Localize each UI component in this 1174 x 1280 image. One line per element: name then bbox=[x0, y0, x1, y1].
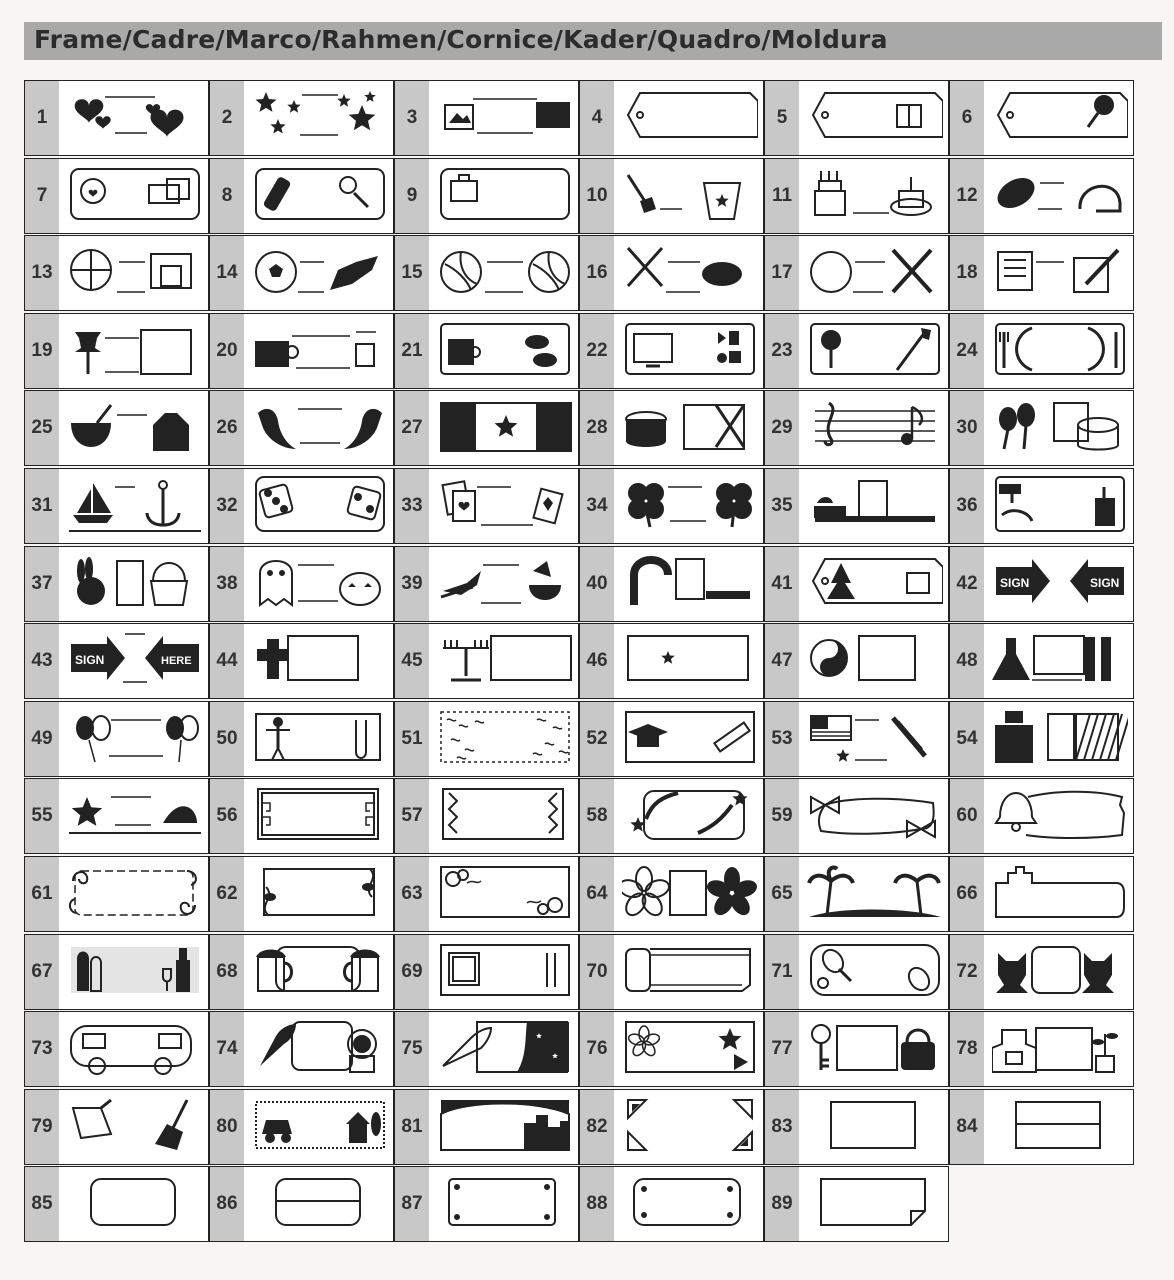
dustpan-broom-icon bbox=[67, 1094, 203, 1158]
frame-option[interactable] bbox=[764, 468, 949, 544]
frame-number: 71 bbox=[765, 935, 799, 1009]
flag-firework-icon bbox=[807, 706, 943, 770]
frame-number: 18 bbox=[950, 236, 984, 310]
snowman-icon bbox=[992, 706, 1128, 770]
frame-number: 15 bbox=[395, 236, 429, 310]
frame-option[interactable] bbox=[209, 623, 394, 699]
frame-option[interactable] bbox=[394, 313, 579, 389]
svg-text:SIGN: SIGN bbox=[1090, 575, 1120, 590]
frame-option[interactable] bbox=[24, 856, 209, 932]
dogs-icon bbox=[992, 939, 1128, 1003]
frame-number: 40 bbox=[580, 547, 614, 621]
frame-number: 46 bbox=[580, 624, 614, 698]
frame-number: 27 bbox=[395, 391, 429, 465]
frame-option[interactable] bbox=[579, 235, 764, 311]
dice-icon bbox=[252, 473, 388, 537]
frame-option[interactable] bbox=[764, 313, 949, 389]
frame-option[interactable] bbox=[394, 1011, 579, 1087]
frame-number: 72 bbox=[950, 935, 984, 1009]
frame-option[interactable] bbox=[24, 235, 209, 311]
ballerina-shoes-icon bbox=[252, 706, 388, 770]
frame-option[interactable] bbox=[579, 934, 764, 1010]
frame-option[interactable] bbox=[24, 1011, 209, 1087]
frame-option[interactable] bbox=[949, 623, 1134, 699]
frame-option[interactable] bbox=[24, 1089, 209, 1165]
frame-option[interactable] bbox=[949, 235, 1134, 311]
frame-option[interactable] bbox=[949, 778, 1134, 854]
frame-option[interactable] bbox=[579, 701, 764, 777]
frame-number: 81 bbox=[395, 1090, 429, 1164]
page-curl-icon bbox=[807, 1171, 943, 1235]
frame-number: 78 bbox=[950, 1012, 984, 1086]
hibiscus-icon bbox=[622, 861, 758, 925]
frame-option[interactable] bbox=[24, 158, 209, 234]
frame-number: 76 bbox=[580, 1012, 614, 1086]
frame-number: 38 bbox=[210, 547, 244, 621]
frame-number: 8 bbox=[210, 159, 244, 233]
yin-yang-icon bbox=[807, 628, 943, 692]
toothbrush-icon bbox=[807, 473, 943, 537]
frame-number: 61 bbox=[25, 857, 59, 931]
starfish-shell-icon bbox=[67, 783, 203, 847]
frame-option[interactable] bbox=[24, 546, 209, 622]
page-title: Frame/Cadre/Marco/Rahmen/Cornice/Kader/Quadro/Moldura bbox=[34, 25, 888, 54]
frame-number: 30 bbox=[950, 391, 984, 465]
frame-number: 65 bbox=[765, 857, 799, 931]
frame-option[interactable] bbox=[394, 235, 579, 311]
lab-flask-tubes-icon bbox=[992, 628, 1128, 692]
car-house-icon bbox=[252, 1094, 388, 1158]
bus-icon bbox=[67, 1016, 203, 1080]
plaque-screws-icon bbox=[437, 1171, 573, 1235]
frame-option[interactable] bbox=[394, 623, 579, 699]
split-box-icon bbox=[992, 1094, 1128, 1158]
frame-option[interactable] bbox=[394, 390, 579, 466]
frame-option[interactable] bbox=[949, 856, 1134, 932]
crescent-star-icon bbox=[622, 628, 758, 692]
maracas-drum-icon bbox=[992, 395, 1128, 459]
frame-number: 47 bbox=[765, 624, 799, 698]
frame-option[interactable] bbox=[209, 468, 394, 544]
plate-cutlery-icon bbox=[992, 318, 1128, 382]
bread-wine-icon bbox=[67, 939, 203, 1003]
frame-number: 42 bbox=[950, 547, 984, 621]
frame-option[interactable] bbox=[764, 546, 949, 622]
frame-number: 23 bbox=[765, 314, 799, 388]
corner-ornaments-icon bbox=[622, 1094, 758, 1158]
frame-number: 85 bbox=[25, 1167, 59, 1241]
frame-number: 17 bbox=[765, 236, 799, 310]
frame-number: 9 bbox=[395, 159, 429, 233]
confetti-icon bbox=[437, 706, 573, 770]
frame-option[interactable] bbox=[24, 778, 209, 854]
frame-option[interactable] bbox=[209, 390, 394, 466]
frame-number: 62 bbox=[210, 857, 244, 931]
frame-option[interactable] bbox=[24, 623, 209, 699]
frame-number: 45 bbox=[395, 624, 429, 698]
frame-number: 74 bbox=[210, 1012, 244, 1086]
frame-number: 32 bbox=[210, 469, 244, 543]
frame-option[interactable] bbox=[394, 701, 579, 777]
pushpin-note-icon bbox=[67, 318, 203, 382]
frame-number: 73 bbox=[25, 1012, 59, 1086]
frame-option[interactable] bbox=[764, 235, 949, 311]
frame-number: 4 bbox=[580, 81, 614, 155]
frame-number: 88 bbox=[580, 1167, 614, 1241]
balloons-icon bbox=[67, 706, 203, 770]
soccer-ball-cleat-icon bbox=[252, 240, 388, 304]
frame-option[interactable] bbox=[394, 468, 579, 544]
stars-icon bbox=[252, 85, 388, 149]
frame-option[interactable] bbox=[394, 158, 579, 234]
frame-number: 37 bbox=[25, 547, 59, 621]
frame-option[interactable] bbox=[209, 1089, 394, 1165]
frame-number: 19 bbox=[25, 314, 59, 388]
volleyballs-icon bbox=[437, 240, 573, 304]
frame-number: 86 bbox=[210, 1167, 244, 1241]
sign-here-arrows-icon bbox=[67, 628, 203, 692]
frame-number: 35 bbox=[765, 469, 799, 543]
frame-number: 64 bbox=[580, 857, 614, 931]
frame-option[interactable] bbox=[579, 1089, 764, 1165]
frame-option[interactable] bbox=[949, 158, 1134, 234]
frame-option[interactable] bbox=[579, 80, 764, 156]
bunny-basket-icon bbox=[67, 551, 203, 615]
frame-option[interactable] bbox=[764, 390, 949, 466]
frame-option[interactable] bbox=[24, 390, 209, 466]
blossom-leaf-icon bbox=[622, 1016, 758, 1080]
frame-number: 41 bbox=[765, 547, 799, 621]
title-bar bbox=[24, 22, 1162, 60]
frame-number: 79 bbox=[25, 1090, 59, 1164]
beer-mugs-icon bbox=[252, 939, 388, 1003]
graduation-icon bbox=[622, 706, 758, 770]
frame-option[interactable] bbox=[579, 1011, 764, 1087]
frame-option[interactable] bbox=[764, 623, 949, 699]
canada-flag-icon bbox=[437, 395, 573, 459]
briefcase-icon bbox=[437, 163, 573, 227]
greek-key-frame-icon bbox=[252, 783, 388, 847]
tv-remote-icon bbox=[622, 318, 758, 382]
frame-option[interactable] bbox=[209, 778, 394, 854]
rounded-split-box-icon bbox=[252, 1171, 388, 1235]
frame-number: 22 bbox=[580, 314, 614, 388]
frame-number: 5 bbox=[765, 81, 799, 155]
tag-rattle-icon bbox=[992, 85, 1128, 149]
frame-option[interactable] bbox=[24, 80, 209, 156]
four-leaf-clovers-icon bbox=[622, 473, 758, 537]
frame-number: 28 bbox=[580, 391, 614, 465]
birthday-cakes-icon bbox=[807, 163, 943, 227]
frame-number: 67 bbox=[25, 935, 59, 1009]
frame-option[interactable] bbox=[579, 390, 764, 466]
svg-text:SIGN: SIGN bbox=[1000, 575, 1030, 590]
frame-number: 80 bbox=[210, 1090, 244, 1164]
frame-option[interactable] bbox=[394, 1166, 579, 1242]
frame-option[interactable] bbox=[764, 778, 949, 854]
frame-option[interactable] bbox=[579, 546, 764, 622]
frame-number: 82 bbox=[580, 1090, 614, 1164]
frame-option[interactable] bbox=[209, 1011, 394, 1087]
frame-option[interactable] bbox=[764, 1166, 949, 1242]
frame-number: 57 bbox=[395, 779, 429, 853]
frame-option[interactable] bbox=[949, 80, 1134, 156]
frame-option[interactable] bbox=[24, 313, 209, 389]
chili-peppers-icon bbox=[252, 395, 388, 459]
frame-number: 58 bbox=[580, 779, 614, 853]
frame-number: 7 bbox=[25, 159, 59, 233]
drum-sticks-icon bbox=[622, 395, 758, 459]
frame-number: 69 bbox=[395, 935, 429, 1009]
frame-option[interactable] bbox=[579, 856, 764, 932]
frame-number: 75 bbox=[395, 1012, 429, 1086]
photo-camera-icon bbox=[437, 85, 573, 149]
plain-box-icon bbox=[807, 1094, 943, 1158]
frame-grid bbox=[24, 80, 1135, 1258]
frame-option[interactable] bbox=[209, 701, 394, 777]
rounded-box-icon bbox=[67, 1171, 203, 1235]
music-staff-icon bbox=[807, 395, 943, 459]
rocket-astronaut-icon bbox=[252, 1016, 388, 1080]
candy-cane-icon bbox=[622, 551, 758, 615]
frame-number: 16 bbox=[580, 236, 614, 310]
frame-option[interactable] bbox=[209, 235, 394, 311]
frame-number: 51 bbox=[395, 702, 429, 776]
shooting-stars-icon bbox=[622, 783, 758, 847]
frame-number: 39 bbox=[395, 547, 429, 621]
svg-text:SIGN: SIGN bbox=[75, 653, 105, 668]
frame-number: 84 bbox=[950, 1090, 984, 1164]
frame-number: 77 bbox=[765, 1012, 799, 1086]
frame-option[interactable] bbox=[394, 546, 579, 622]
hockey-sticks-puck-icon bbox=[622, 240, 758, 304]
tennis-tag-icon bbox=[807, 939, 943, 1003]
svg-text:HERE: HERE bbox=[161, 655, 192, 668]
tag-tree-gift-icon bbox=[807, 551, 943, 615]
frame-number: 50 bbox=[210, 702, 244, 776]
frame-number: 33 bbox=[395, 469, 429, 543]
frame-option[interactable] bbox=[209, 1166, 394, 1242]
hearts-icon bbox=[67, 85, 203, 149]
frame-option[interactable] bbox=[764, 934, 949, 1010]
bows-icon bbox=[807, 783, 943, 847]
notepad-pencil-icon bbox=[992, 240, 1128, 304]
sailboat-anchor-icon bbox=[67, 473, 203, 537]
frame-option[interactable] bbox=[394, 80, 579, 156]
frame-number: 31 bbox=[25, 469, 59, 543]
rose-frame-icon bbox=[437, 861, 573, 925]
coffee-tea-icon bbox=[252, 318, 388, 382]
basketball-hoop-icon bbox=[67, 240, 203, 304]
vine-frame-icon bbox=[252, 861, 388, 925]
frame-number: 11 bbox=[765, 159, 799, 233]
frame-option[interactable] bbox=[579, 778, 764, 854]
frame-option[interactable] bbox=[209, 313, 394, 389]
frame-number: 25 bbox=[25, 391, 59, 465]
palm-trees-icon bbox=[807, 861, 943, 925]
frame-number: 29 bbox=[765, 391, 799, 465]
frame-number: 54 bbox=[950, 702, 984, 776]
frame-number: 56 bbox=[210, 779, 244, 853]
frame-number: 55 bbox=[25, 779, 59, 853]
zigzag-frame-icon bbox=[437, 783, 573, 847]
frame-option[interactable] bbox=[394, 934, 579, 1010]
frame-number: 10 bbox=[580, 159, 614, 233]
frame-number: 63 bbox=[395, 857, 429, 931]
frame-option[interactable] bbox=[764, 701, 949, 777]
baseball-bats-icon bbox=[807, 240, 943, 304]
frame-option[interactable] bbox=[764, 80, 949, 156]
menorah-icon bbox=[437, 628, 573, 692]
frame-option[interactable] bbox=[24, 701, 209, 777]
bottle-icon bbox=[992, 861, 1128, 925]
frame-option[interactable] bbox=[949, 468, 1134, 544]
frame-number: 26 bbox=[210, 391, 244, 465]
frame-number: 13 bbox=[25, 236, 59, 310]
frame-number: 43 bbox=[25, 624, 59, 698]
sign-arrows-icon bbox=[992, 551, 1128, 615]
frame-number: 20 bbox=[210, 314, 244, 388]
frame-option[interactable] bbox=[949, 1089, 1134, 1165]
frame-number: 59 bbox=[765, 779, 799, 853]
frame-option[interactable] bbox=[949, 934, 1134, 1010]
frame-option[interactable] bbox=[24, 468, 209, 544]
frame-number: 66 bbox=[950, 857, 984, 931]
frame-number: 34 bbox=[580, 469, 614, 543]
frame-number: 6 bbox=[950, 81, 984, 155]
frame-option[interactable] bbox=[579, 313, 764, 389]
cereal-milk-icon bbox=[67, 395, 203, 459]
frame-number: 14 bbox=[210, 236, 244, 310]
frame-number: 87 bbox=[395, 1167, 429, 1241]
frame-option[interactable] bbox=[209, 546, 394, 622]
frame-option[interactable] bbox=[579, 468, 764, 544]
city-skyline-icon bbox=[437, 1094, 573, 1158]
frame-number: 44 bbox=[210, 624, 244, 698]
film-roll-icon bbox=[622, 939, 758, 1003]
frame-number: 12 bbox=[950, 159, 984, 233]
ghost-pumpkin-icon bbox=[252, 551, 388, 615]
frame-option[interactable] bbox=[24, 934, 209, 1010]
frame-option[interactable] bbox=[209, 934, 394, 1010]
shuttle-space-icon bbox=[437, 1016, 573, 1080]
frame-option[interactable] bbox=[579, 623, 764, 699]
frame-option[interactable] bbox=[949, 313, 1134, 389]
frame-option[interactable] bbox=[579, 1166, 764, 1242]
frame-option[interactable] bbox=[579, 158, 764, 234]
playing-cards-icon bbox=[437, 473, 573, 537]
frame-option[interactable] bbox=[394, 1089, 579, 1165]
apron-plant-icon bbox=[992, 1016, 1128, 1080]
frame-option[interactable] bbox=[209, 80, 394, 156]
frame-number: 21 bbox=[395, 314, 429, 388]
frame-option[interactable] bbox=[949, 546, 1134, 622]
key-padlock-icon bbox=[807, 1016, 943, 1080]
frame-number: 36 bbox=[950, 469, 984, 543]
frame-number: 3 bbox=[395, 81, 429, 155]
frame-option[interactable] bbox=[24, 1166, 209, 1242]
mug-coffee-beans-icon bbox=[437, 318, 573, 382]
baby-bib-booties-icon bbox=[67, 163, 203, 227]
frame-number: 2 bbox=[210, 81, 244, 155]
swirl-frame-icon bbox=[67, 861, 203, 925]
frame-option[interactable] bbox=[949, 1011, 1134, 1087]
bell-scroll-icon bbox=[992, 783, 1128, 847]
faucet-soap-icon bbox=[992, 473, 1128, 537]
frame-number: 53 bbox=[765, 702, 799, 776]
frame-number: 89 bbox=[765, 1167, 799, 1241]
frame-number: 70 bbox=[580, 935, 614, 1009]
frame-number: 68 bbox=[210, 935, 244, 1009]
frame-option[interactable] bbox=[764, 158, 949, 234]
flower-shovel-icon bbox=[807, 318, 943, 382]
frame-option[interactable] bbox=[209, 158, 394, 234]
square-lines-icon bbox=[437, 939, 573, 1003]
shovel-bucket-icon bbox=[622, 163, 758, 227]
tag-icon bbox=[622, 85, 758, 149]
frame-number: 1 bbox=[25, 81, 59, 155]
cross-icon bbox=[252, 628, 388, 692]
frame-option[interactable] bbox=[764, 1011, 949, 1087]
frame-option[interactable] bbox=[394, 778, 579, 854]
frame-option[interactable] bbox=[209, 856, 394, 932]
frame-number: 60 bbox=[950, 779, 984, 853]
frame-number: 49 bbox=[25, 702, 59, 776]
frame-number: 83 bbox=[765, 1090, 799, 1164]
frame-option[interactable] bbox=[949, 701, 1134, 777]
frame-number: 52 bbox=[580, 702, 614, 776]
frame-number: 24 bbox=[950, 314, 984, 388]
frame-number: 48 bbox=[950, 624, 984, 698]
baby-bottle-rattle-icon bbox=[252, 163, 388, 227]
frame-option[interactable] bbox=[764, 856, 949, 932]
witch-cauldron-icon bbox=[437, 551, 573, 615]
tag-gift-icon bbox=[807, 85, 943, 149]
frame-option[interactable] bbox=[949, 390, 1134, 466]
plaque-rivets-icon bbox=[622, 1171, 758, 1235]
frame-option[interactable] bbox=[764, 1089, 949, 1165]
football-helmet-icon bbox=[992, 163, 1128, 227]
frame-option[interactable] bbox=[394, 856, 579, 932]
